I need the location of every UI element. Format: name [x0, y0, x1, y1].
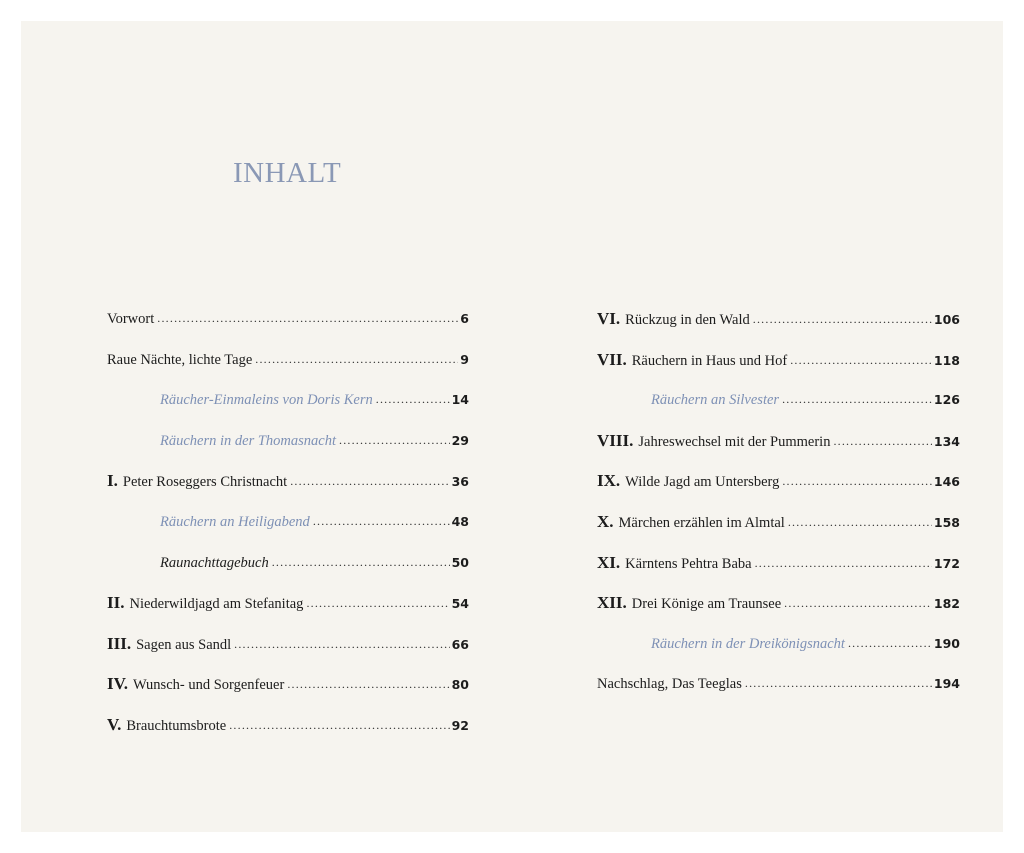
- toc-entry: [597, 426, 960, 456]
- toc-entry-title: Räuchern in Haus und Hof: [631, 352, 788, 369]
- page-number: 126: [933, 392, 960, 408]
- toc-entry: [597, 669, 960, 699]
- toc-entry-title: Vorwort: [107, 311, 155, 327]
- dot-leader: [755, 548, 932, 578]
- dot-leader: [848, 628, 932, 658]
- chapter-number: II.: [107, 593, 125, 613]
- page-number: 6: [460, 311, 469, 326]
- chapter-number: IV.: [107, 674, 128, 694]
- toc-entry-title: Rückzug in den Wald: [625, 312, 750, 328]
- dot-leader: [255, 344, 458, 374]
- page-number: 9: [460, 351, 469, 367]
- toc-entry-label: [597, 466, 779, 497]
- dot-leader: [234, 629, 449, 659]
- toc-entry-title: Sagen aus Sandl: [136, 636, 232, 653]
- chapter-number: IX.: [597, 471, 621, 491]
- dot-leader: [782, 466, 932, 496]
- chapter-number: VI.: [597, 309, 621, 328]
- toc-entry-label: [107, 710, 226, 741]
- toc-entry-label: [597, 385, 779, 415]
- toc-entry-title: Nachschlag, Das Teeglas: [597, 676, 742, 693]
- chapter-number: VII.: [597, 349, 627, 369]
- toc-entry-title: Märchen erzählen im Almtal: [618, 515, 785, 531]
- toc-entry-label: [107, 304, 154, 334]
- toc-entry: [107, 507, 469, 537]
- toc-entry-title: Niederwildjagd am Stefanitag: [129, 596, 304, 613]
- dot-leader: [287, 669, 449, 699]
- toc-entry-title: Räuchern in der Dreikönigsnacht: [651, 635, 845, 652]
- book-page: [21, 21, 1003, 832]
- dot-leader: [306, 588, 449, 618]
- toc-entry: [597, 548, 960, 578]
- page-title: INHALT: [233, 157, 342, 189]
- toc-entry: [107, 548, 469, 578]
- chapter-number: VIII.: [597, 430, 634, 450]
- toc-entry: [107, 710, 469, 740]
- page-number: 80: [451, 677, 469, 693]
- toc-entry: [107, 466, 469, 496]
- dot-leader: [339, 425, 450, 455]
- dot-leader: [784, 588, 932, 618]
- dot-leader: [782, 384, 932, 414]
- page-number: 14: [451, 392, 469, 408]
- page-number: 146: [933, 474, 960, 490]
- dot-leader: [790, 345, 932, 375]
- toc-entry-label: [107, 507, 310, 537]
- toc-entry-label: [597, 426, 830, 457]
- toc-entry: [597, 507, 960, 537]
- toc-entry-title: Raue Nächte, lichte Tage: [107, 351, 253, 368]
- toc-entry-title: Wunsch- und Sorgenfeuer: [132, 677, 285, 694]
- chapter-number: III.: [107, 633, 132, 653]
- toc-entry-label: [597, 548, 752, 579]
- toc-entry-label: [597, 588, 781, 619]
- toc-entry: [107, 588, 469, 618]
- toc-entry: [597, 466, 960, 496]
- toc-entry-label: [107, 385, 373, 415]
- toc-entry-title: Räuchern in der Thomasnacht: [160, 432, 336, 449]
- toc-entry-title: Wilde Jagd am Untersberg: [625, 474, 780, 491]
- page-number: 106: [933, 312, 960, 327]
- dot-leader: [272, 547, 450, 577]
- toc-entry-title: Räuchern an Heiligabend: [160, 514, 310, 530]
- page-number: 54: [451, 596, 469, 612]
- dot-leader: [313, 506, 450, 536]
- toc-entry-title: Räucher-Einmaleins von Doris Kern: [160, 392, 373, 409]
- toc-entry: [107, 345, 469, 375]
- page-number: 50: [451, 554, 469, 570]
- toc-entry-label: [107, 345, 252, 375]
- dot-leader: [376, 384, 450, 414]
- page-number: 118: [933, 352, 960, 368]
- toc-entry: [107, 304, 469, 334]
- page-number: 48: [451, 514, 469, 529]
- toc-entry: [597, 304, 960, 334]
- chapter-number: XII.: [597, 593, 627, 613]
- chapter-number: V.: [107, 715, 122, 734]
- page-number: 66: [451, 636, 469, 652]
- page-number: 194: [933, 676, 960, 692]
- toc-entry-label: [597, 507, 785, 538]
- toc-entry: [107, 629, 469, 659]
- toc-entry-label: [107, 588, 303, 619]
- toc-entry: [107, 669, 469, 699]
- toc-entry-label: [597, 304, 750, 335]
- toc-entry-title: Räuchern an Silvester: [651, 392, 780, 409]
- toc-entry-label: [107, 629, 231, 660]
- toc-entry: [107, 426, 469, 456]
- toc-entry-label: [597, 345, 787, 376]
- toc-entry-label: [107, 426, 336, 456]
- toc-entry: [597, 629, 960, 659]
- page-number: 29: [451, 432, 469, 448]
- toc-entry-title: Brauchtumsbrote: [126, 718, 227, 734]
- page-number: 92: [451, 718, 469, 733]
- toc-entry-label: [597, 629, 845, 659]
- chapter-number: I.: [107, 471, 118, 491]
- dot-leader: [290, 466, 449, 496]
- toc-entry-title: Jahreswechsel mit der Pummerin: [638, 433, 831, 450]
- page-number: 182: [933, 596, 960, 612]
- toc-entry-title: Peter Roseggers Christnacht: [122, 474, 288, 491]
- page-number: 172: [933, 555, 960, 571]
- toc-entry: [597, 345, 960, 375]
- toc-entry-label: [597, 669, 742, 699]
- toc-entry-title: Drei Könige am Traunsee: [631, 596, 782, 613]
- toc-entry: [107, 385, 469, 415]
- dot-leader: [157, 303, 458, 333]
- chapter-number: XI.: [597, 552, 621, 572]
- dot-leader: [745, 668, 932, 698]
- page-number: 134: [933, 433, 960, 449]
- toc-entry-label: [107, 548, 269, 578]
- page-number: 190: [933, 635, 960, 651]
- toc-entry-title: Raunachttagebuch: [160, 554, 269, 571]
- dot-leader: [833, 426, 931, 456]
- dot-leader: [229, 710, 449, 740]
- toc-entry-label: [107, 669, 284, 700]
- toc-entry-label: [107, 466, 287, 497]
- dot-leader: [753, 304, 932, 334]
- toc-entry-title: Kärntens Pehtra Baba: [625, 555, 752, 572]
- page-number: 158: [933, 515, 960, 530]
- toc-entry: [597, 588, 960, 618]
- toc-entry: [597, 385, 960, 415]
- chapter-number: X.: [597, 512, 614, 531]
- dot-leader: [788, 507, 932, 537]
- page-number: 36: [451, 474, 469, 490]
